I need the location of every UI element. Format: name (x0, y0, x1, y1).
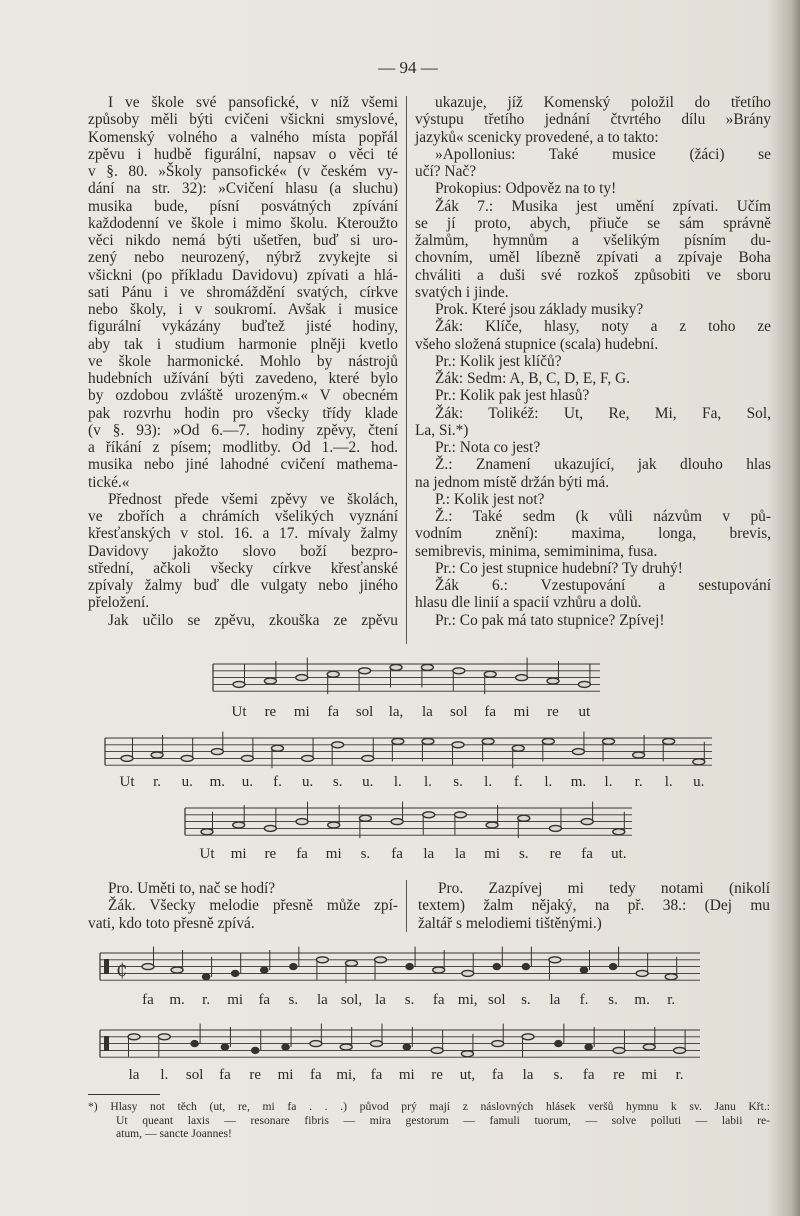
text-line: v §. 80. »Školy pansofické« (v českém vy- (88, 163, 398, 180)
solmization-syllable: u. (301, 774, 314, 790)
text-line: sati Pánu i ve shromáždění svatých, církve (88, 283, 398, 301)
note-head (391, 819, 403, 825)
solmization-syllable: m. (169, 992, 185, 1008)
solmization-syllable: r. (202, 992, 211, 1008)
text-line: Komenský volného a valného místa popřál (88, 128, 398, 146)
text-line: pak rozvrhu hodin pro všecky třídy klade (88, 404, 398, 422)
note-head (370, 1041, 382, 1047)
paragraph (415, 387, 771, 404)
note-head (221, 1044, 228, 1050)
solmization-syllable: fa (582, 1067, 595, 1083)
note-head (580, 967, 587, 973)
text-line: žaltář s melodiemi tištěnými.) (418, 914, 602, 932)
solmization-syllable: mi, (336, 1067, 356, 1083)
note-head (290, 964, 297, 970)
solmization-syllable: r. (153, 774, 162, 790)
solmization-syllable: f. (273, 774, 282, 790)
note-head (572, 749, 584, 755)
footnote-line: *) Hlasy not těch (ut, re, mi fa . . .) původ prý mají z náslovných hlásek veršů hymnu k sv. Janu Křt.: (88, 1100, 770, 1113)
text-line: Žák 6.: Vzestupování a sestupování (435, 577, 771, 594)
solmization-syllable: l. (160, 1067, 169, 1083)
solmization-syllable: ut. (611, 846, 627, 862)
paragraph (415, 370, 771, 387)
right-column (415, 94, 771, 629)
note-head (636, 970, 648, 976)
solmization-syllable: r. (667, 992, 676, 1008)
text-line: Jak učilo se zpěvu, zkouška ze zpěvu (108, 611, 398, 629)
note-head (241, 755, 253, 761)
solmization-syllable: f. (579, 992, 589, 1008)
solmization-syllable: s. (521, 992, 531, 1008)
note-head (191, 1041, 198, 1047)
text-line: Ž.: Také sedm (k vůli názvům v pů- (435, 508, 771, 525)
solmization-syllable: fa (484, 704, 497, 720)
clef-icon (104, 959, 109, 974)
text-line: musika bude, písní posvátných zpívání (88, 197, 398, 215)
note-head (663, 738, 675, 744)
solmization-syllable: la (421, 704, 433, 720)
note-head (264, 678, 276, 684)
note-head (233, 822, 245, 828)
solmization-syllable: s. (518, 846, 529, 862)
note-head (492, 1041, 504, 1047)
solmization-syllable: fa (581, 846, 593, 862)
text-line: žalmům, hymnům a všelikým písním du- (415, 232, 771, 249)
text-line: Pr.: Co pak má tato stupnice? Zpívej! (435, 611, 665, 629)
text-line: svatých i jinde. (415, 283, 509, 301)
solmization-syllable: re (613, 1067, 625, 1083)
text-line: vati, kdo toto přesně zpívá. (88, 914, 255, 932)
paragraph (415, 508, 771, 560)
solmization-syllable: sol (450, 704, 468, 720)
solmization-syllable: mi (277, 1067, 294, 1083)
note-head (296, 819, 308, 825)
solmization-syllable: mi (641, 1067, 658, 1083)
page-number: — 94 — (378, 58, 438, 77)
solmization-syllable: Ut (199, 846, 215, 862)
text-line: každodenní ve škole i mimo školu. Kteroužto (88, 214, 398, 232)
solmization-syllable: mi (325, 846, 342, 862)
note-head (585, 1044, 592, 1050)
solmization-syllable: re (549, 846, 562, 862)
text-line: ve škole harmonické. Mohlo by nástrojů (88, 352, 398, 370)
paragraph (415, 301, 771, 318)
note-head (406, 964, 413, 970)
solmization-syllable: fa (142, 992, 154, 1008)
text-line: přeložení. (88, 594, 150, 612)
dialogue-right (418, 880, 770, 932)
solmization-syllable: l. (393, 774, 402, 790)
text-line: figurální vykázány buďtež jisté hodiny, (88, 318, 398, 336)
solmization-syllable: la (454, 846, 466, 862)
note-head (310, 1041, 322, 1047)
note-head (461, 1051, 473, 1057)
note-head (512, 745, 524, 751)
solmization-syllable: sol, (340, 992, 363, 1008)
solmization-syllable: u. (181, 774, 193, 790)
note-head (392, 738, 404, 744)
paragraph (415, 491, 771, 508)
paragraph (415, 560, 771, 577)
text-line: »Apollonius: Také musice (žáci) se (435, 145, 771, 163)
text-line: Pr.: Nota co jest? (435, 439, 541, 456)
footnote (88, 1100, 770, 1141)
note-head (264, 825, 276, 831)
solmization-syllable: m. (209, 774, 225, 790)
solmization-syllable: s. (332, 774, 343, 790)
paragraph (415, 439, 771, 456)
solmization-syllable: la (375, 992, 386, 1008)
note-head (486, 822, 498, 828)
note-head (340, 1044, 352, 1050)
note-head (345, 960, 357, 966)
text-line: učí? Nač? (415, 163, 477, 180)
text-line: se jí proto, abych, přiuče se sám správně (415, 214, 771, 232)
text-line: výstupu třetího jednání čtvrtého dílu »Brány (415, 111, 771, 129)
solmization-syllable: ut (578, 704, 591, 720)
note-head (462, 970, 474, 976)
text-line: střední, ačkoli všecky církve křesťanské (88, 559, 398, 577)
note-head (181, 755, 193, 761)
paragraph (415, 146, 771, 181)
note-head (328, 822, 340, 828)
solmization-syllable: l. (484, 774, 493, 790)
note-head (128, 1034, 140, 1040)
text-line: jazyků« scenicky provedené, a to takto: (415, 128, 659, 146)
note-head (613, 1047, 625, 1053)
text-line: způsoby měli býti cvičeni všickni smyslové, (88, 111, 398, 129)
paragraph (415, 198, 771, 302)
solmization-syllable: la (316, 992, 328, 1008)
paragraph (88, 94, 398, 491)
text-line: všeho složená stupnice (scala) hudební. (415, 335, 659, 353)
note-head (423, 812, 435, 818)
note-head (171, 967, 183, 973)
solmization-syllable: m. (570, 774, 587, 790)
solmization-syllable: Ut (231, 704, 247, 720)
text-line: Prok. Které jsou základy musiky? (435, 301, 644, 318)
note-head (549, 825, 561, 831)
text-line: ve zbořích a chrámích všelikých vyznání (88, 508, 398, 525)
solmization-syllable: s. (288, 992, 299, 1008)
footnote-line: Ut queant laxis — resonare fibris — mira gestorum — famuli tuorum, — solve polluti — labii re- (116, 1113, 770, 1127)
text-line: I ve škole své pansofické, v níž všemi (108, 94, 398, 111)
note-head (433, 967, 445, 973)
note-head (453, 668, 465, 674)
note-head (633, 752, 645, 758)
text-line: Pr.: Kolik pak jest hlasů? (435, 387, 590, 405)
solmization-syllable: s. (553, 1067, 564, 1083)
note-head (211, 749, 223, 755)
paragraph (415, 456, 771, 491)
text-line: textem) žalm nějaký, na př. 38.: (Dej mu (418, 897, 770, 915)
note-head (578, 681, 590, 687)
note-head (203, 974, 210, 980)
note-head (201, 829, 213, 835)
text-line: chváliti a duši své rozkoš způsobiti ve sboru (415, 266, 771, 284)
note-head (454, 812, 466, 818)
text-line: vodním znění): maxima, longa, brevis, (415, 525, 771, 543)
note-head (282, 1044, 289, 1050)
common-time-icon: ₵ (116, 960, 128, 982)
text-line: zpěvu i hudbě figurální, napsav o věci té (88, 145, 398, 163)
solmization-syllable: re (547, 704, 559, 720)
text-line: Žák: Klíče, hlasy, noty a z toho ze (435, 318, 771, 336)
note-head (547, 678, 559, 684)
solmization-syllable: re (264, 704, 277, 720)
paragraph (415, 180, 771, 197)
note-head (555, 1041, 562, 1047)
text-line: nebo školy, i v soukromí. Avšak i musice (88, 301, 398, 318)
note-head (359, 815, 371, 821)
text-line: Pro. Uměti to, nač se hodí? (108, 880, 276, 897)
text-line: P.: Kolik jest not? (435, 490, 545, 508)
solmization-syllable: sol (355, 704, 374, 720)
text-line: Žák: Tolikéž: Ut, Re, Mi, Fa, Sol, (435, 404, 771, 422)
paragraph (415, 577, 771, 612)
solmization-syllable: s. (608, 992, 618, 1008)
paragraph (415, 353, 771, 370)
note-head (421, 664, 433, 670)
paragraph (415, 318, 771, 353)
solmization-syllable: mi (513, 704, 530, 720)
text-line: Davidovy jakožto slovo boží bezpro- (88, 542, 398, 560)
note-head (121, 755, 133, 761)
note-head (390, 664, 402, 670)
dialogue-left (88, 880, 398, 932)
note-head (482, 738, 494, 744)
text-line: hudebních užívání býti zavedeno, které bylo (88, 370, 398, 387)
note-head (693, 759, 705, 765)
solmization-syllable: fa (219, 1067, 231, 1083)
note-head (302, 755, 314, 761)
note-head (452, 742, 464, 748)
note-head (643, 1044, 655, 1050)
solmization-syllable: mi (484, 846, 500, 862)
solmization-syllable: fa (391, 846, 403, 862)
text-line: zený nebo neurozený, nýbrž zvykejte si (88, 249, 398, 267)
note-head (261, 967, 268, 973)
note-head (151, 752, 163, 758)
note-head (327, 671, 339, 677)
solmization-syllable: fa (370, 1067, 383, 1083)
text-line: zpívaly žalmy buď dle vulgaty nebo jiného (88, 577, 398, 594)
text-line: na jednom místě držán býti má. (415, 473, 610, 491)
text-line: všickni (po příkladu Davidovu) zpívati a hlá- (88, 266, 398, 284)
solmization-syllable: mi, (457, 992, 478, 1008)
text-line: Žák: Sedm: A, B, C, D, E, F, G. (435, 370, 631, 387)
text-line: Prokopius: Odpověz na to ty! (435, 180, 617, 198)
solmization-syllable: s. (453, 774, 463, 790)
solmization-syllable: l. (664, 774, 673, 790)
text-line: a říkání z písem; modlitby. Od 1.—2. hod. (88, 439, 398, 456)
note-head (359, 668, 371, 674)
text-line: Žák. Všecky melodie přesně může zpí- (108, 897, 398, 915)
paragraph (88, 612, 398, 629)
text-line: La, Si.*) (415, 421, 469, 439)
note-head (613, 829, 625, 835)
solmization-syllable: mi (398, 1067, 415, 1083)
note-head (158, 1034, 170, 1040)
solmization-syllable: mi (293, 704, 310, 720)
note-head (431, 1047, 443, 1053)
solmization-syllable: sol (488, 992, 506, 1008)
solmization-syllable: fa (432, 992, 445, 1008)
solmization-syllable: m. (634, 992, 650, 1008)
note-head (674, 1047, 686, 1053)
solmization-syllable: l. (544, 774, 553, 790)
solmization-syllable: la (549, 992, 561, 1008)
note-head (522, 964, 529, 970)
note-head (518, 815, 530, 821)
text-line: věci nikdo nemá býti ušetřen, buď si uro- (88, 232, 398, 249)
text-line: Přednost přede všemi zpěvy ve školách, (108, 490, 398, 508)
text-line: Ž.: Znamení ukazující, jak dlouho hlas (435, 456, 771, 474)
text-line: křesťanských v stol. 16. a 17. mívaly žalmy (88, 525, 398, 543)
text-line: hlasu dle linií a spacií vzhůru a dolů. (415, 594, 642, 612)
clef-icon (104, 1036, 109, 1051)
footnote-line: atum, — sancte Joannes! (116, 1127, 232, 1141)
solmization-syllable: u. (362, 774, 374, 790)
note-head (332, 742, 344, 748)
text-line: Pr.: Co jest stupnice hudební? Ty druhý! (435, 559, 683, 577)
note-head (142, 964, 154, 970)
solmization-syllable: l. (423, 774, 432, 790)
note-head (609, 964, 616, 970)
note-head (233, 681, 245, 687)
note-head (316, 957, 328, 963)
note-head (375, 957, 387, 963)
text-line: tické.« (88, 473, 130, 491)
note-head (516, 675, 528, 681)
text-line: ukazuje, jíž Komenský položil do třetího (435, 94, 771, 111)
note-head (542, 738, 554, 744)
text-line: Žák 7.: Musika jest umění zpívati. Učím (435, 197, 771, 215)
note-head (665, 974, 677, 980)
solmization-syllable: s. (360, 846, 371, 862)
note-head (484, 671, 496, 677)
note-head (581, 819, 593, 825)
text-line: musika nebo jiné lahodné cvičení mathema- (88, 456, 398, 474)
note-head (252, 1047, 259, 1053)
text-line: aby tak i studium harmonie plněji kvetlo (88, 335, 398, 353)
text-line: semibrevis, minima, semiminima, fusa. (415, 542, 658, 560)
solmization-syllable: re (249, 1067, 262, 1083)
solmization-syllable: la (128, 1067, 140, 1083)
solmization-syllable: u. (693, 774, 705, 790)
solmization-syllable: fa (327, 704, 340, 720)
solmization-syllable: r. (634, 774, 643, 790)
solmization-syllable: la (423, 846, 435, 862)
note-head (271, 745, 283, 751)
paragraph (415, 405, 771, 440)
solmization-syllable: ut, (459, 1067, 476, 1083)
solmization-syllable: fa (310, 1067, 322, 1083)
solmization-syllable: sol (185, 1067, 204, 1083)
note-head (296, 675, 308, 681)
left-column (88, 94, 398, 629)
footnote-rule (88, 1094, 160, 1095)
note-head (549, 957, 561, 963)
text-line: (v §. 93): »Od 6.—7. hodiny zpěvy, čtení (88, 421, 398, 439)
text-line: by ozdobou zvláště urozeným.« V obecném (88, 387, 398, 405)
solmization-syllable: l. (604, 774, 613, 790)
dialogue-divider (406, 880, 407, 932)
note-head (362, 755, 374, 761)
solmization-syllable: u. (241, 774, 253, 790)
text-line: Pr.: Kolik jest klíčů? (435, 352, 562, 370)
solmization-syllable: fa (258, 992, 271, 1008)
solmization-syllable: re (431, 1067, 443, 1083)
solmization-syllable: re (264, 846, 277, 862)
solmization-syllable: r. (675, 1067, 684, 1083)
solmization-syllable: mi (230, 846, 247, 862)
solmization-syllable: Ut (119, 774, 135, 790)
paragraph (415, 94, 771, 146)
paragraph (415, 612, 771, 629)
note-head (422, 738, 434, 744)
solmization-syllable: fa (491, 1067, 504, 1083)
text-line: dání na str. 32): »Cvičení hlasu (a sluchu) (88, 180, 398, 198)
text-line: chovním, uměl líbezně zpívati a zpívaje Boha (415, 249, 771, 267)
note-head (403, 1044, 410, 1050)
note-head (522, 1034, 534, 1040)
note-head (232, 970, 239, 976)
note-head (493, 964, 500, 970)
solmization-syllable: la (522, 1067, 534, 1083)
paragraph (88, 491, 398, 612)
solmization-syllable: la, (388, 704, 404, 720)
solmization-syllable: fa (296, 846, 308, 862)
solmization-syllable: s. (404, 992, 415, 1008)
column-divider (406, 96, 407, 644)
note-head (603, 738, 615, 744)
solmization-syllable: mi (227, 992, 244, 1008)
solmization-syllable: f. (513, 774, 523, 790)
text-line: Pro. Zazpívej mi tedy notami (nikolí (438, 880, 770, 897)
